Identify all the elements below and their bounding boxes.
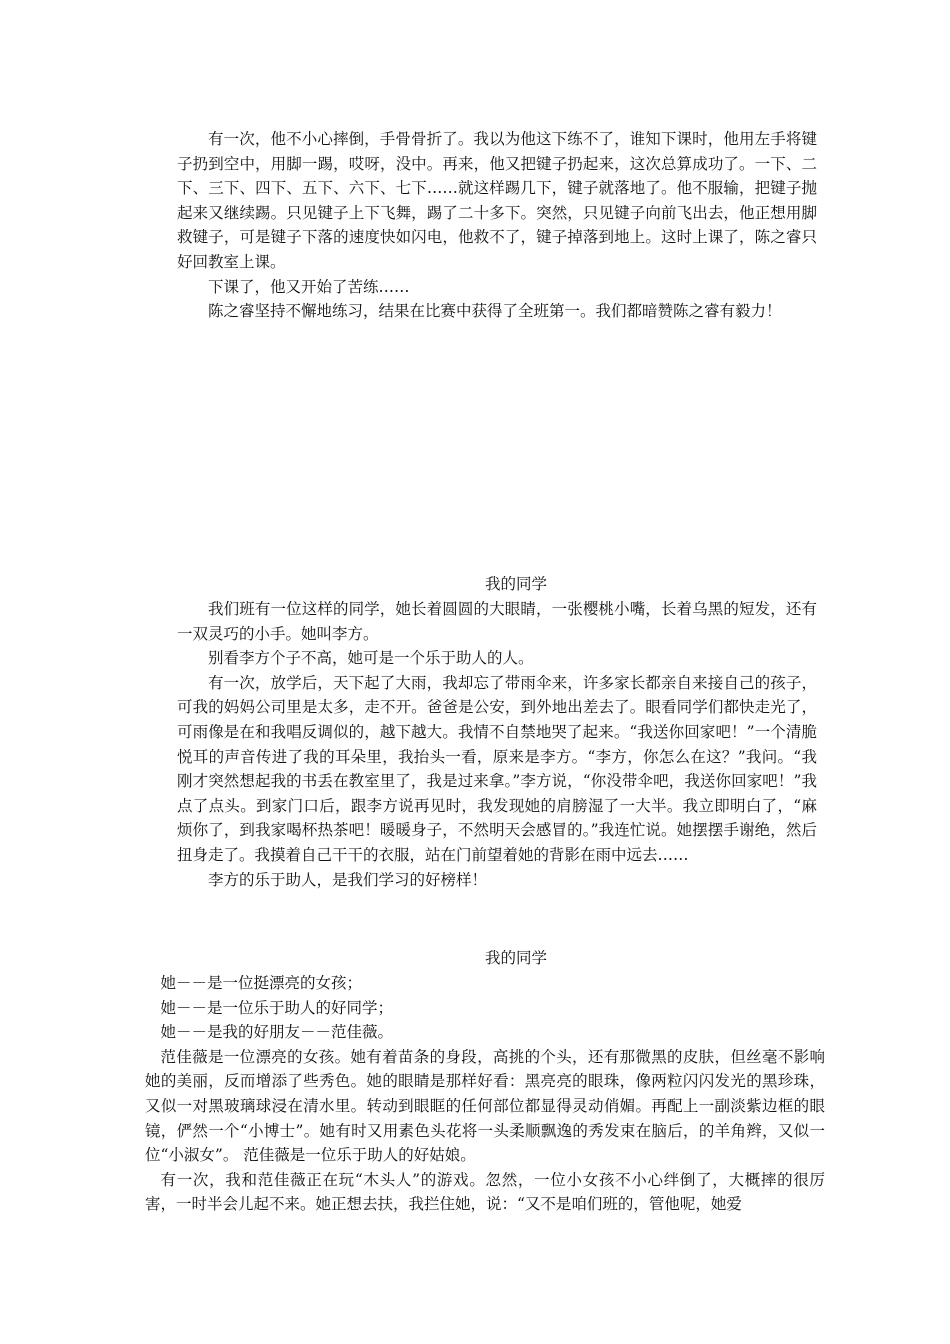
intro-line: 她－－是一位乐于助人的好同学； bbox=[160, 998, 394, 1017]
section-title: 我的同学 bbox=[485, 575, 548, 593]
passage-section-2 bbox=[177, 597, 817, 892]
passage-section-3 bbox=[145, 971, 825, 1217]
paragraph: 下课了，他又开始了苦练…… bbox=[208, 277, 410, 296]
intro-line: 她－－是我的好朋友－－范佳薇。 bbox=[160, 1023, 394, 1042]
paragraph: 我们班有一位这样的同学，她长着圆圆的大眼睛，一张樱桃小嘴，长着乌黑的短发，还有一双灵巧的小手。她叫李方。 bbox=[177, 600, 817, 643]
passage-section-1 bbox=[177, 127, 817, 324]
paragraph: 李方的乐于助人，是我们学习的好榜样！ bbox=[208, 870, 488, 889]
paragraph: 范佳薇是一位漂亮的女孩。她有着苗条的身段，高挑的个头，还有那微黑的皮肤，但丝毫不影响她的美丽，反而增添了些秀色。她的眼睛是那样好看：黑亮亮的眼珠，像两粒闪闪发光的黑珍珠，又似一对黑玻璃球浸在清水里。转动到眼眶的任何部位都显得灵动俏媚。再配上一副淡紫边框的眼镜，俨然一个“小博士”。她有时又用素色头花将一头柔顺飘逸的秀发束在脑后，的羊角辫，又似一位“小淑女”。 范佳薇是一位乐于助人的好姑娘。 bbox=[145, 1047, 825, 1165]
paragraph: 有一次，放学后，天下起了大雨，我却忘了带雨伞来，许多家长都亲自来接自己的孩子，可我的妈妈公司里是太多，走不开。爸爸是公安，到外地出差去了。眼看同学们都快走光了，可雨像是在和我唱反调似的，越下越大。我情不自禁地哭了起来。“我送你回家吧！”一个清脆悦耳的声音传进了我的耳朵里，我抬头一看，原来是李方。“李方，你怎么在这？”我问。“我刚才突然想起我的书丢在教室里了，我是过来拿。”李方说，“你没带伞吧，我送你回家吧！”我点了点头。到家门口后，跟李方说再见时，我发现她的肩膀湿了一大半。我立即明白了，“麻烦你了，到我家喝杯热茶吧！暖暖身子，不然明天会感冒的。”我连忙说。她摆摆手谢绝，然后扭身走了。我摸着自己干干的衣服，站在门前望着她的背影在雨中远去…… bbox=[177, 673, 817, 864]
section-title: 我的同学 bbox=[485, 949, 548, 967]
paragraph: 有一次，我和范佳薇正在玩“木头人”的游戏。忽然，一位小女孩不小心绊倒了，大概摔的很厉害，一时半会儿起不来。她正想去扶，我拦住她，说：“又不是咱们班的，管他呢，她爱 bbox=[145, 1170, 825, 1214]
paragraph: 陈之睿坚持不懈地练习，结果在比赛中获得了全班第一。我们都暗赞陈之睿有毅力！ bbox=[208, 302, 782, 321]
paragraph: 有一次，他不小心摔倒，手骨骨折了。我以为他这下练不了，谁知下课时，他用左手将键子扔到空中，用脚一踢，哎呀，没中。再来，他又把键子扔起来，这次总算成功了。一下、二下、三下、四下、五下、六下、七下……就这样踢几下，键子就落地了。他不服输，把键子抛起来又继续踢。只见键子上下飞舞，踢了二十多下。突然，只见键子向前飞出去，他正想用脚救键子，可是键子下落的速度快如闪电，他救不了，键子掉落到地上。这时上课了，陈之睿只好回教室上课。 bbox=[177, 130, 817, 271]
intro-line: 她－－是一位挺漂亮的女孩； bbox=[160, 974, 363, 992]
paragraph: 别看李方个子不高，她可是一个乐于助人的人。 bbox=[208, 649, 534, 668]
